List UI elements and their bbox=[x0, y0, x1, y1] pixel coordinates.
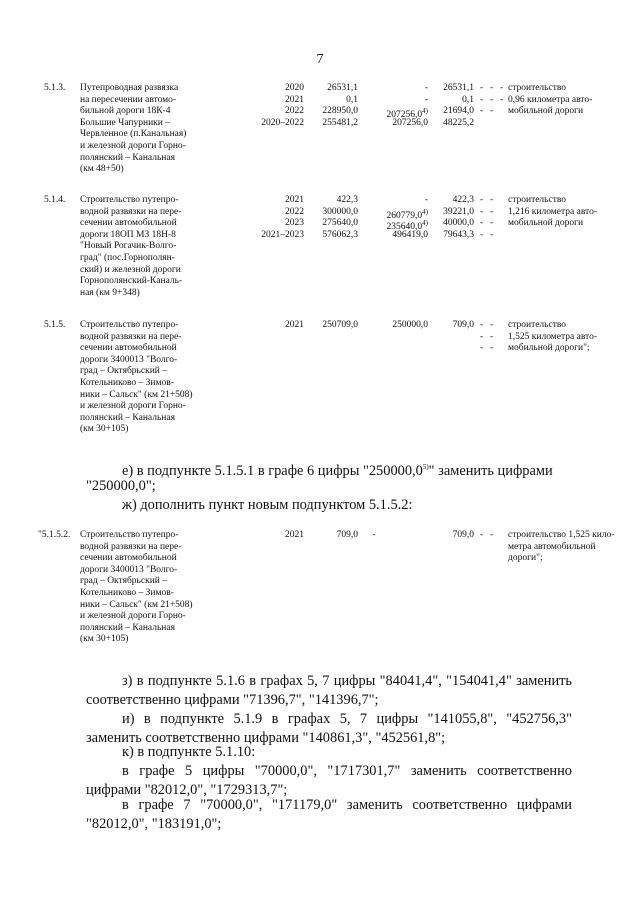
column-9: - - - bbox=[490, 83, 494, 117]
object-name: Строительство путепро- водной развязки на пере- сечении автомобильной дороги 3400013 "Волго- град – Октябрьский – Котельниково – Зимов- ники – Сальск" (км 21+508) и железной дороги Горно- полянский – Канальная (км 30+105) bbox=[80, 530, 193, 645]
paragraph-z: з) в подпункте 5.1.6 в графах 5, 7 цифры "84041,4", "154041,4" заменить соответственно цифрами "71396,7", "141396,7"; bbox=[86, 673, 572, 708]
column-8: - - - - bbox=[480, 195, 484, 240]
column-6: - - 207256,0$^{4)}$ 207256,0 bbox=[386, 83, 428, 128]
paragraph-e: е) в подпункте 5.1.5.1 в графе 6 цифры "250000,0$^{5)}$" заменить цифрами bbox=[122, 462, 553, 479]
result-column: строительство 1,525 километра авто- мобильной дороги"; bbox=[508, 320, 598, 354]
object-name: Строительство путепро- водной развязки на пере- сечении автомобильной дороги 3400013 "Волго- град – Октябрьский – Котельниково – Зимов- ники – Сальск" (км 21+508) и железной дороги Горно- полянский – Канальная (км 30+105) bbox=[80, 320, 193, 435]
column-9: - bbox=[490, 530, 494, 540]
column-8: - - - bbox=[480, 83, 484, 117]
column-8: - - - bbox=[480, 320, 484, 354]
paragraph-k: к) в подпункте 5.1.10: bbox=[122, 744, 256, 760]
object-name: Путепроводная развязка на пересечении автомо- бильной дороги 18К-4 Большие Чапурники – Червленное (п.Канальная) и железной дороги Горно- полянский – Канальная (км 48+50) bbox=[80, 83, 187, 175]
years-column: 2021 bbox=[285, 320, 304, 330]
row-number: 5.1.4. bbox=[44, 195, 66, 205]
row-number: 5.1.5. bbox=[44, 320, 66, 330]
page-number: 7 bbox=[316, 52, 324, 67]
column-9: - - - bbox=[490, 320, 494, 354]
years-column: 2020 2021 2022 2020–2022 bbox=[261, 83, 304, 128]
row-number: 5.1.3. bbox=[44, 83, 66, 93]
paragraph-k2: в графе 7 "70000,0", "171179,0" заменить соответственно цифрами "82012,0", "183191,0"; bbox=[86, 797, 572, 832]
result-column: строительство 1,525 кило- метра автомобильной дороги"; bbox=[508, 530, 615, 564]
paragraph-k1: в графе 5 цифры "70000,0", "1717301,7" заменить соответственно цифрами "82012,0", "1729313,7"; bbox=[86, 763, 572, 798]
column-10: - - bbox=[500, 83, 504, 105]
column-6: 250000,0 bbox=[392, 320, 428, 330]
column-5: 422,3 300000,0 275640,0 576062,3 bbox=[322, 195, 358, 240]
years-column: 2021 bbox=[285, 530, 304, 540]
result-column: строительство 1,216 километра авто- мобильной дороги bbox=[508, 195, 598, 229]
paragraph-zh: ж) дополнить пункт новым подпунктом 5.1.5.2: bbox=[122, 497, 413, 513]
object-name: Строительство путепро- водной развязки на пере- сечении автомобильной дороги 18ОП МЗ 18Н-8 "Новый Рогачик-Волго- град" (пос.Горнополян- ский) и железной дороги Горнополянский-Каналь- ная (км 9+348) bbox=[80, 195, 183, 298]
column-5: 250709,0 bbox=[322, 320, 358, 330]
column-7: 26531,1 0,1 21694,0 48225,2 bbox=[443, 83, 474, 128]
column-6: - bbox=[372, 530, 376, 540]
column-9: - - - - bbox=[490, 195, 494, 240]
column-7: 709,0 bbox=[452, 530, 474, 540]
column-5: 26531,1 0,1 228950,0 255481,2 bbox=[322, 83, 358, 128]
paragraph-e-continuation: "250000,0"; bbox=[86, 478, 156, 494]
column-6: - 260779,0$^{4)}$ 235640,0$^{4)}$ 496419,0 bbox=[386, 195, 428, 240]
paragraph-i: и) в подпункте 5.1.9 в графах 5, 7 цифры "141055,8", "452756,3" заменить соответственно цифрами "140861,3", "452561,8"; bbox=[86, 711, 572, 746]
column-7: 422,3 39221,0 40000,0 79643,3 bbox=[443, 195, 474, 240]
column-8: - bbox=[480, 530, 484, 540]
years-column: 2021 2022 2023 2021–2023 bbox=[261, 195, 304, 240]
column-7: 709,0 bbox=[452, 320, 474, 330]
row-number: "5.1.5.2. bbox=[38, 530, 71, 540]
result-column: строительство 0,96 километра авто- мобильной дороги bbox=[508, 83, 593, 117]
column-5: 709,0 bbox=[336, 530, 358, 540]
